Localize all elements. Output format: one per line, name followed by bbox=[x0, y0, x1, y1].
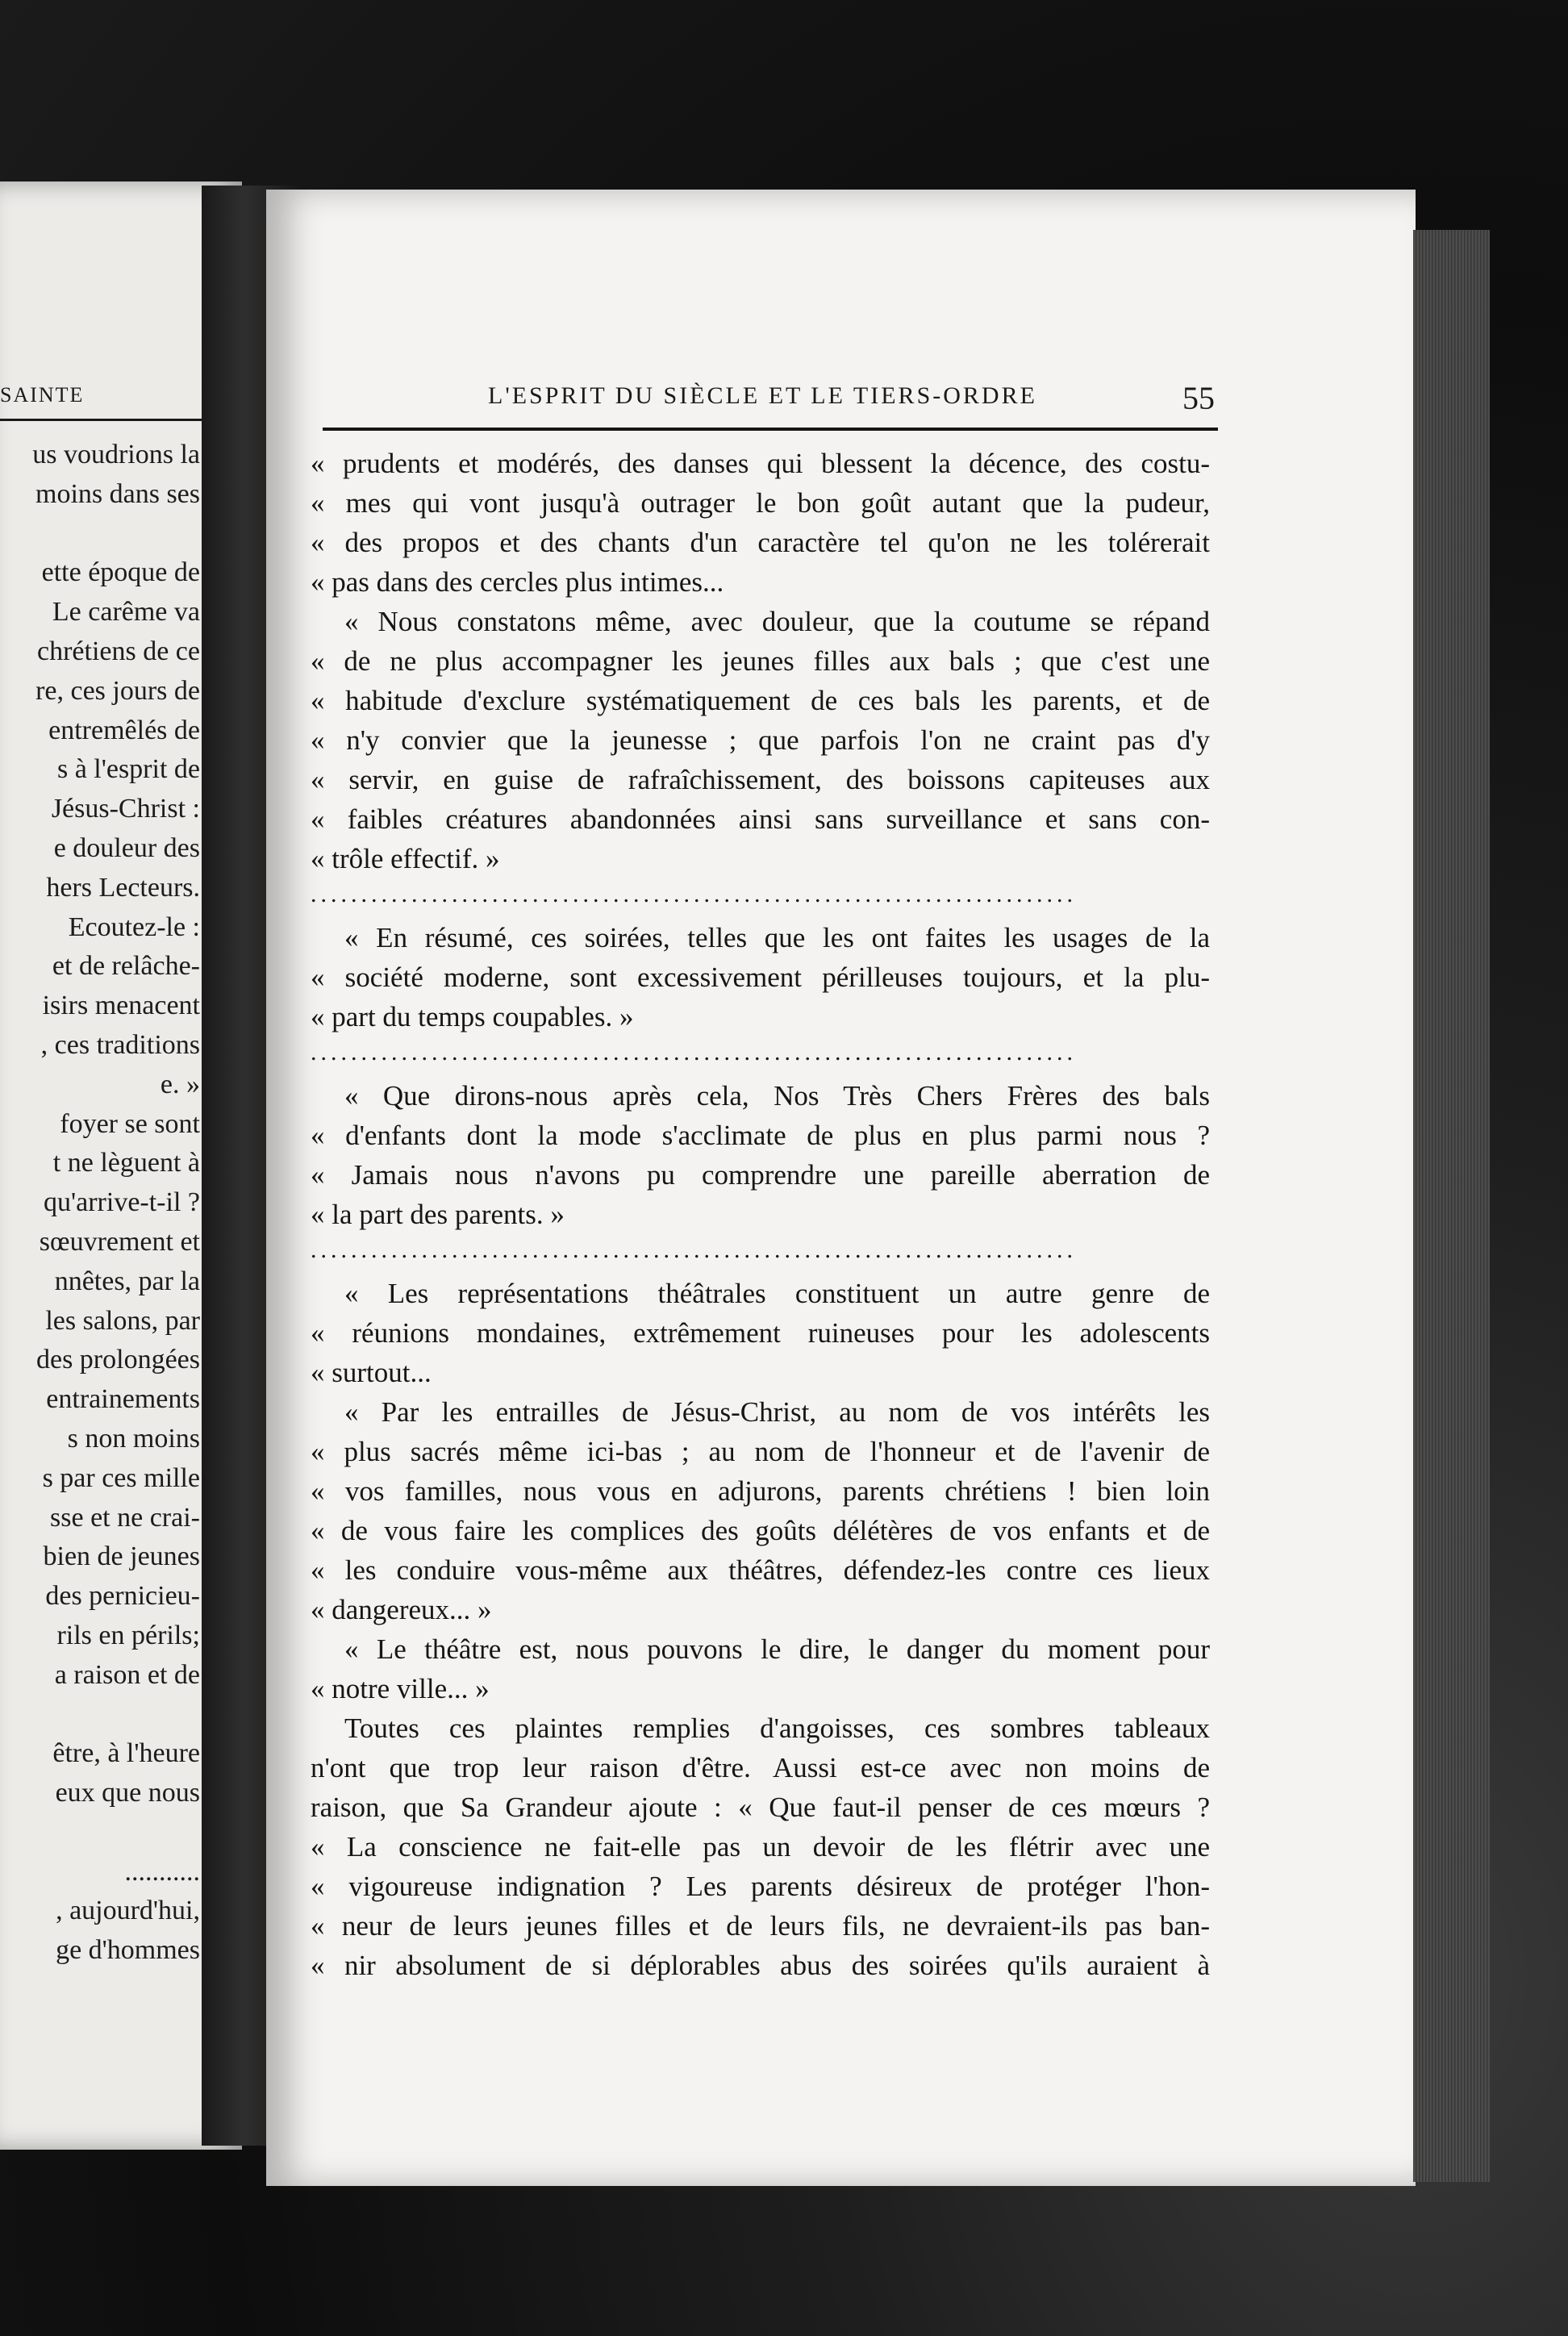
left-text-line: , aujourd'hui, bbox=[56, 1896, 200, 1926]
ellipsis-separator: ............................................................................ bbox=[311, 881, 1077, 907]
text-line: « habitude d'exclure systématiquement de ces bals les parents, et de bbox=[311, 685, 1210, 716]
left-text-line: chrétiens de ce bbox=[37, 636, 200, 666]
page-edges bbox=[1413, 230, 1490, 2182]
left-text-line: ge d'hommes bbox=[56, 1935, 200, 1966]
page-body bbox=[311, 444, 1210, 1985]
left-text-line: s par ces mille bbox=[42, 1462, 200, 1493]
left-text-line: ette époque de bbox=[41, 557, 200, 588]
text-line: « Jamais nous n'avons pu comprendre une pareille aberration de bbox=[311, 1159, 1210, 1191]
text-line: « Que dirons-nous après cela, Nos Très Chers Frères des bals bbox=[344, 1080, 1210, 1112]
text-line: « d'enfants dont la mode s'acclimate de plus en plus parmi nous ? bbox=[311, 1120, 1210, 1151]
left-text-line: a raison et de bbox=[54, 1659, 200, 1690]
left-text-line: foyer se sont bbox=[60, 1108, 200, 1139]
left-text-line: hers Lecteurs. bbox=[46, 872, 200, 903]
left-text-line: s non moins bbox=[67, 1423, 200, 1454]
left-text-line: nnêtes, par la bbox=[54, 1266, 200, 1296]
text-line: « de vous faire les complices des goûts délétères de vos enfants et de bbox=[311, 1515, 1210, 1546]
text-line: « société moderne, sont excessivement périlleuses toujours, et la plu- bbox=[311, 962, 1210, 993]
text-line: raison, que Sa Grandeur ajoute : « Que faut-il penser de ces mœurs ? bbox=[311, 1792, 1210, 1823]
left-text-line: t ne lèguent à bbox=[52, 1148, 200, 1178]
left-text-line: rils en périls; bbox=[56, 1620, 200, 1650]
left-text-line: Jésus-Christ : bbox=[51, 794, 200, 824]
text-line: « prudents et modérés, des danses qui blessent la décence, des costu- bbox=[311, 448, 1210, 479]
left-running-head-text: SAINTE bbox=[0, 383, 85, 407]
running-head-title: L'ESPRIT DU SIÈCLE ET LE TIERS-ORDRE bbox=[488, 382, 1037, 409]
left-text-line: des prolongées bbox=[35, 1345, 200, 1375]
text-line: « servir, en guise de rafraîchissement, des boissons capiteuses aux bbox=[311, 764, 1210, 795]
running-head bbox=[323, 371, 1218, 431]
page-number: 55 bbox=[1182, 380, 1215, 416]
text-line: « notre ville... » bbox=[311, 1673, 490, 1704]
text-line: « surtout... bbox=[311, 1357, 432, 1388]
text-line: « mes qui vont jusqu'à outrager le bon goût autant que la pudeur, bbox=[311, 487, 1210, 519]
left-text-line: entrainements bbox=[46, 1384, 200, 1415]
text-line: « Les représentations théâtrales constituent un autre genre de bbox=[344, 1278, 1210, 1309]
text-line: « La conscience ne fait-elle pas un devoir de les flétrir avec une bbox=[311, 1831, 1210, 1863]
text-line: Toutes ces plaintes remplies d'angoisses, ces sombres tableaux bbox=[344, 1712, 1210, 1744]
text-line: « trôle effectif. » bbox=[311, 843, 500, 874]
left-text-line: isirs menacent bbox=[42, 991, 200, 1021]
left-page-text bbox=[0, 436, 200, 1971]
left-text-line: et de relâche- bbox=[52, 951, 200, 982]
text-line: « neur de leurs jeunes filles et de leurs fils, ne devraient-ils pas ban- bbox=[311, 1910, 1210, 1942]
left-text-line: entremêlés de bbox=[48, 715, 200, 745]
left-text-line bbox=[0, 515, 200, 554]
left-text-line: re, ces jours de bbox=[35, 675, 200, 706]
left-text-line: e. » bbox=[160, 1069, 200, 1099]
text-line: n'ont que trop leur raison d'être. Aussi est-ce avec non moins de bbox=[311, 1752, 1210, 1783]
text-line: « Par les entrailles de Jésus-Christ, au nom de vos intérêts les bbox=[344, 1396, 1210, 1428]
left-text-line: us voudrions la bbox=[32, 440, 200, 469]
left-text-line: sse et ne crai- bbox=[50, 1502, 200, 1533]
text-line: « nir absolument de si déplorables abus des soirées qu'ils auraient à bbox=[311, 1950, 1210, 1981]
ellipsis-separator: ............................................................................ bbox=[311, 1039, 1077, 1066]
left-text-line: bien de jeunes bbox=[43, 1541, 200, 1572]
left-text-line: moins dans ses bbox=[35, 478, 200, 509]
left-text-line: eux que nous bbox=[55, 1778, 200, 1808]
left-text-line: ........... bbox=[124, 1856, 200, 1887]
left-text-line: sœuvrement et bbox=[39, 1226, 200, 1257]
text-line: « vigoureuse indignation ? Les parents désireux de protéger l'hon- bbox=[311, 1871, 1210, 1902]
left-text-line bbox=[0, 1696, 200, 1735]
text-line: « n'y convier que la jeunesse ; que parfois l'on ne craint pas d'y bbox=[311, 724, 1210, 756]
left-text-line: Le carême va bbox=[52, 597, 200, 628]
text-line: « plus sacrés même ici-bas ; au nom de l'honneur et de l'avenir de bbox=[311, 1436, 1210, 1467]
left-text-line: , ces traditions bbox=[40, 1029, 200, 1060]
text-line: « Nous constatons même, avec douleur, que la coutume se répand bbox=[344, 606, 1210, 637]
text-line: « En résumé, ces soirées, telles que les ont faites les usages de la bbox=[344, 922, 1210, 953]
left-text-line: e douleur des bbox=[53, 832, 200, 863]
text-line: « de ne plus accompagner les jeunes filles aux bals ; que c'est une bbox=[311, 645, 1210, 677]
text-line: « dangereux... » bbox=[311, 1594, 492, 1625]
left-text-line: qu'arrive-t-il ? bbox=[44, 1187, 200, 1218]
left-text-line: Ecoutez-le : bbox=[68, 911, 200, 942]
left-text-line: les salons, par bbox=[45, 1305, 200, 1336]
text-line: « part du temps coupables. » bbox=[311, 1001, 634, 1032]
text-line: « pas dans des cercles plus intimes... bbox=[311, 566, 724, 598]
text-line: « vos familles, nous vous en adjurons, parents chrétiens ! bien loin bbox=[311, 1475, 1210, 1507]
left-text-line: être, à l'heure bbox=[52, 1738, 200, 1769]
text-line: « réunions mondaines, extrêmement ruineuses pour les adolescents bbox=[311, 1317, 1210, 1349]
text-line: « Le théâtre est, nous pouvons le dire, le danger du moment pour bbox=[344, 1633, 1210, 1665]
left-text-line bbox=[0, 1813, 200, 1853]
ellipsis-separator: ............................................................................ bbox=[311, 1237, 1077, 1263]
text-line: « des propos et des chants d'un caractère tel qu'on ne les tolérerait bbox=[311, 527, 1210, 558]
left-text-line: s à l'esprit de bbox=[56, 754, 200, 785]
left-running-head bbox=[0, 383, 202, 421]
text-line: « faibles créatures abandonnées ainsi sans surveillance et sans con- bbox=[311, 803, 1210, 835]
text-line: « les conduire vous-même aux théâtres, défendez-les contre ces lieux bbox=[311, 1554, 1210, 1586]
left-text-line: des pernicieu- bbox=[45, 1581, 200, 1612]
text-line: « la part des parents. » bbox=[311, 1199, 565, 1230]
